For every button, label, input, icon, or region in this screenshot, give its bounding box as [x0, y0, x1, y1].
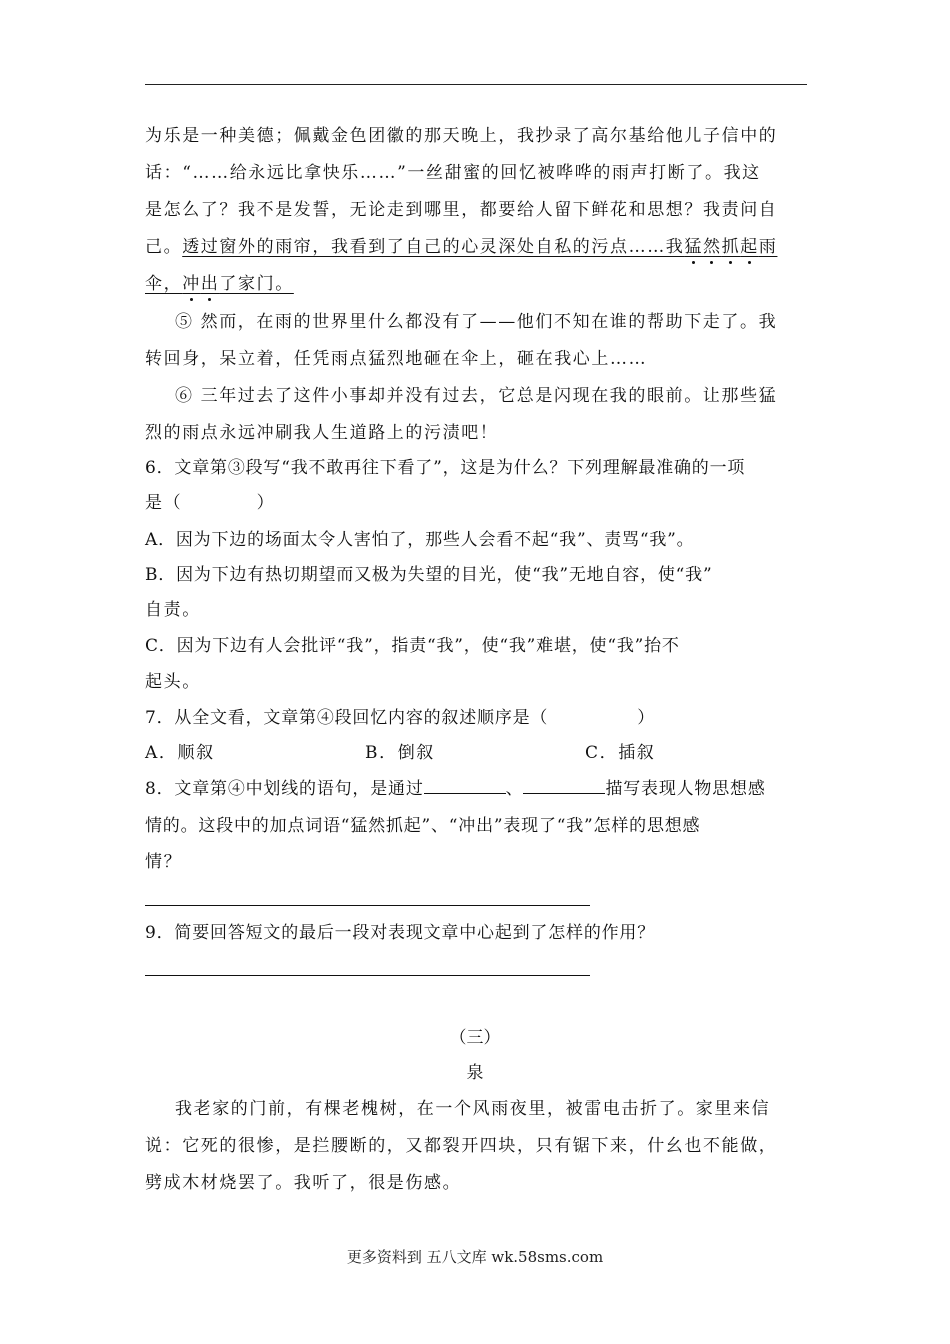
underlined-text: 伞， [145, 274, 183, 294]
question-6-cont: 是（ ） [145, 493, 276, 513]
question-text: 8．文章第④中划线的语句，是通过 [145, 779, 424, 799]
underlined-text: 雨 [758, 237, 778, 257]
section-heading: （三） [449, 1028, 501, 1048]
underlined-text: 了家门。 [219, 274, 294, 294]
dotted-char: 冲 [182, 274, 201, 294]
passage-line: 话：“……给永远比拿快乐……”一丝甜蜜的回忆被哗哗的雨声打断了。我这 [145, 163, 761, 183]
underlined-text: 透过窗外的雨帘，我看到了自己的心灵深处自私的污点……我 [182, 237, 685, 257]
dotted-char: 猛 [684, 237, 704, 257]
passage-paragraph-5: ⑤ 然而，在雨的世界里什么都没有了——他们不知在谁的帮助下走了。我 [175, 312, 778, 332]
answer-line[interactable] [145, 905, 590, 906]
passage-line: 是怎么了？我不是发誓，无论走到哪里，都要给人留下鲜花和思想？我责问自 [145, 200, 778, 220]
q7-option-c: C．插叙 [585, 743, 656, 763]
q7-option-b: B．倒叙 [365, 743, 435, 763]
underlined-sentence [145, 274, 294, 294]
passage-line: 转回身，呆立着，任凭雨点猛烈地砸在伞上，砸在我心上…… [145, 349, 648, 369]
dotted-char: 起 [740, 237, 759, 257]
underlined-sentence [182, 237, 777, 257]
q6-option-b-cont: 自责。 [145, 600, 201, 620]
answer-blank[interactable] [523, 779, 605, 794]
q6-option-a: A．因为下边的场面太令人害怕了，那些人会看不起“我”、责骂“我”。 [145, 530, 695, 550]
header-rule [145, 84, 807, 85]
question-8-cont: 情？ [145, 852, 183, 872]
q7-option-a: A．顺叙 [145, 743, 215, 763]
passage-line: 烈的雨点永远冲刷我人生道路上的污渍吧！ [145, 423, 499, 443]
passage-paragraph-6: ⑥ 三年过去了这件小事却并没有过去，它总是闪现在我的眼前。让那些猛 [175, 386, 778, 406]
section-title: 泉 [466, 1063, 484, 1083]
question-9: 9．简要回答短文的最后一段对表现文章中心起到了怎样的作用？ [145, 923, 656, 943]
passage-text: 己。 [145, 237, 183, 257]
q6-option-b: B．因为下边有热切期望而又极为失望的目光，使“我”无地自容，使“我” [145, 565, 713, 585]
dotted-char: 然 [703, 237, 722, 257]
passage-line-underlined [145, 235, 777, 259]
question-8-cont: 情的。这段中的加点词语“猛然抓起”、“冲出”表现了“我”怎样的思想感 [145, 816, 701, 836]
page-footer: 更多资料到 五八文库 wk.58sms.com [346, 1248, 604, 1266]
dotted-char: 抓 [721, 237, 741, 257]
section3-line: 劈成木材烧罢了。我听了，很是伤感。 [145, 1173, 462, 1193]
answer-blank[interactable] [424, 779, 506, 794]
question-6: 6．文章第③段写“我不敢再往下看了”，这是为什么？下列理解最准确的一项 [145, 458, 746, 478]
section3-line: 说：它死的很惨，是拦腰断的，又都裂开四块，只有锯下来，什幺也不能做， [145, 1136, 778, 1156]
question-7: 7．从全文看，文章第④段回忆内容的叙述顺序是（ ） [145, 708, 656, 728]
q6-option-c-cont: 起头。 [145, 672, 201, 692]
section3-paragraph: 我老家的门前，有棵老槐树，在一个风雨夜里，被雷电击折了。家里来信 [175, 1099, 771, 1119]
passage-line-underlined [145, 272, 294, 296]
q6-option-c: C．因为下边有人会批评“我”，指责“我”，使“我”难堪，使“我”抬不 [145, 636, 680, 656]
answer-line[interactable] [145, 975, 590, 976]
separator: 、 [505, 779, 524, 799]
question-text: 描写表现人物思想感 [605, 779, 766, 799]
passage-line: 为乐是一种美德；佩戴金色团徽的那天晚上，我抄录了高尔基给他儿子信中的 [145, 126, 778, 146]
dotted-char: 出 [200, 274, 220, 294]
question-8 [145, 777, 766, 801]
